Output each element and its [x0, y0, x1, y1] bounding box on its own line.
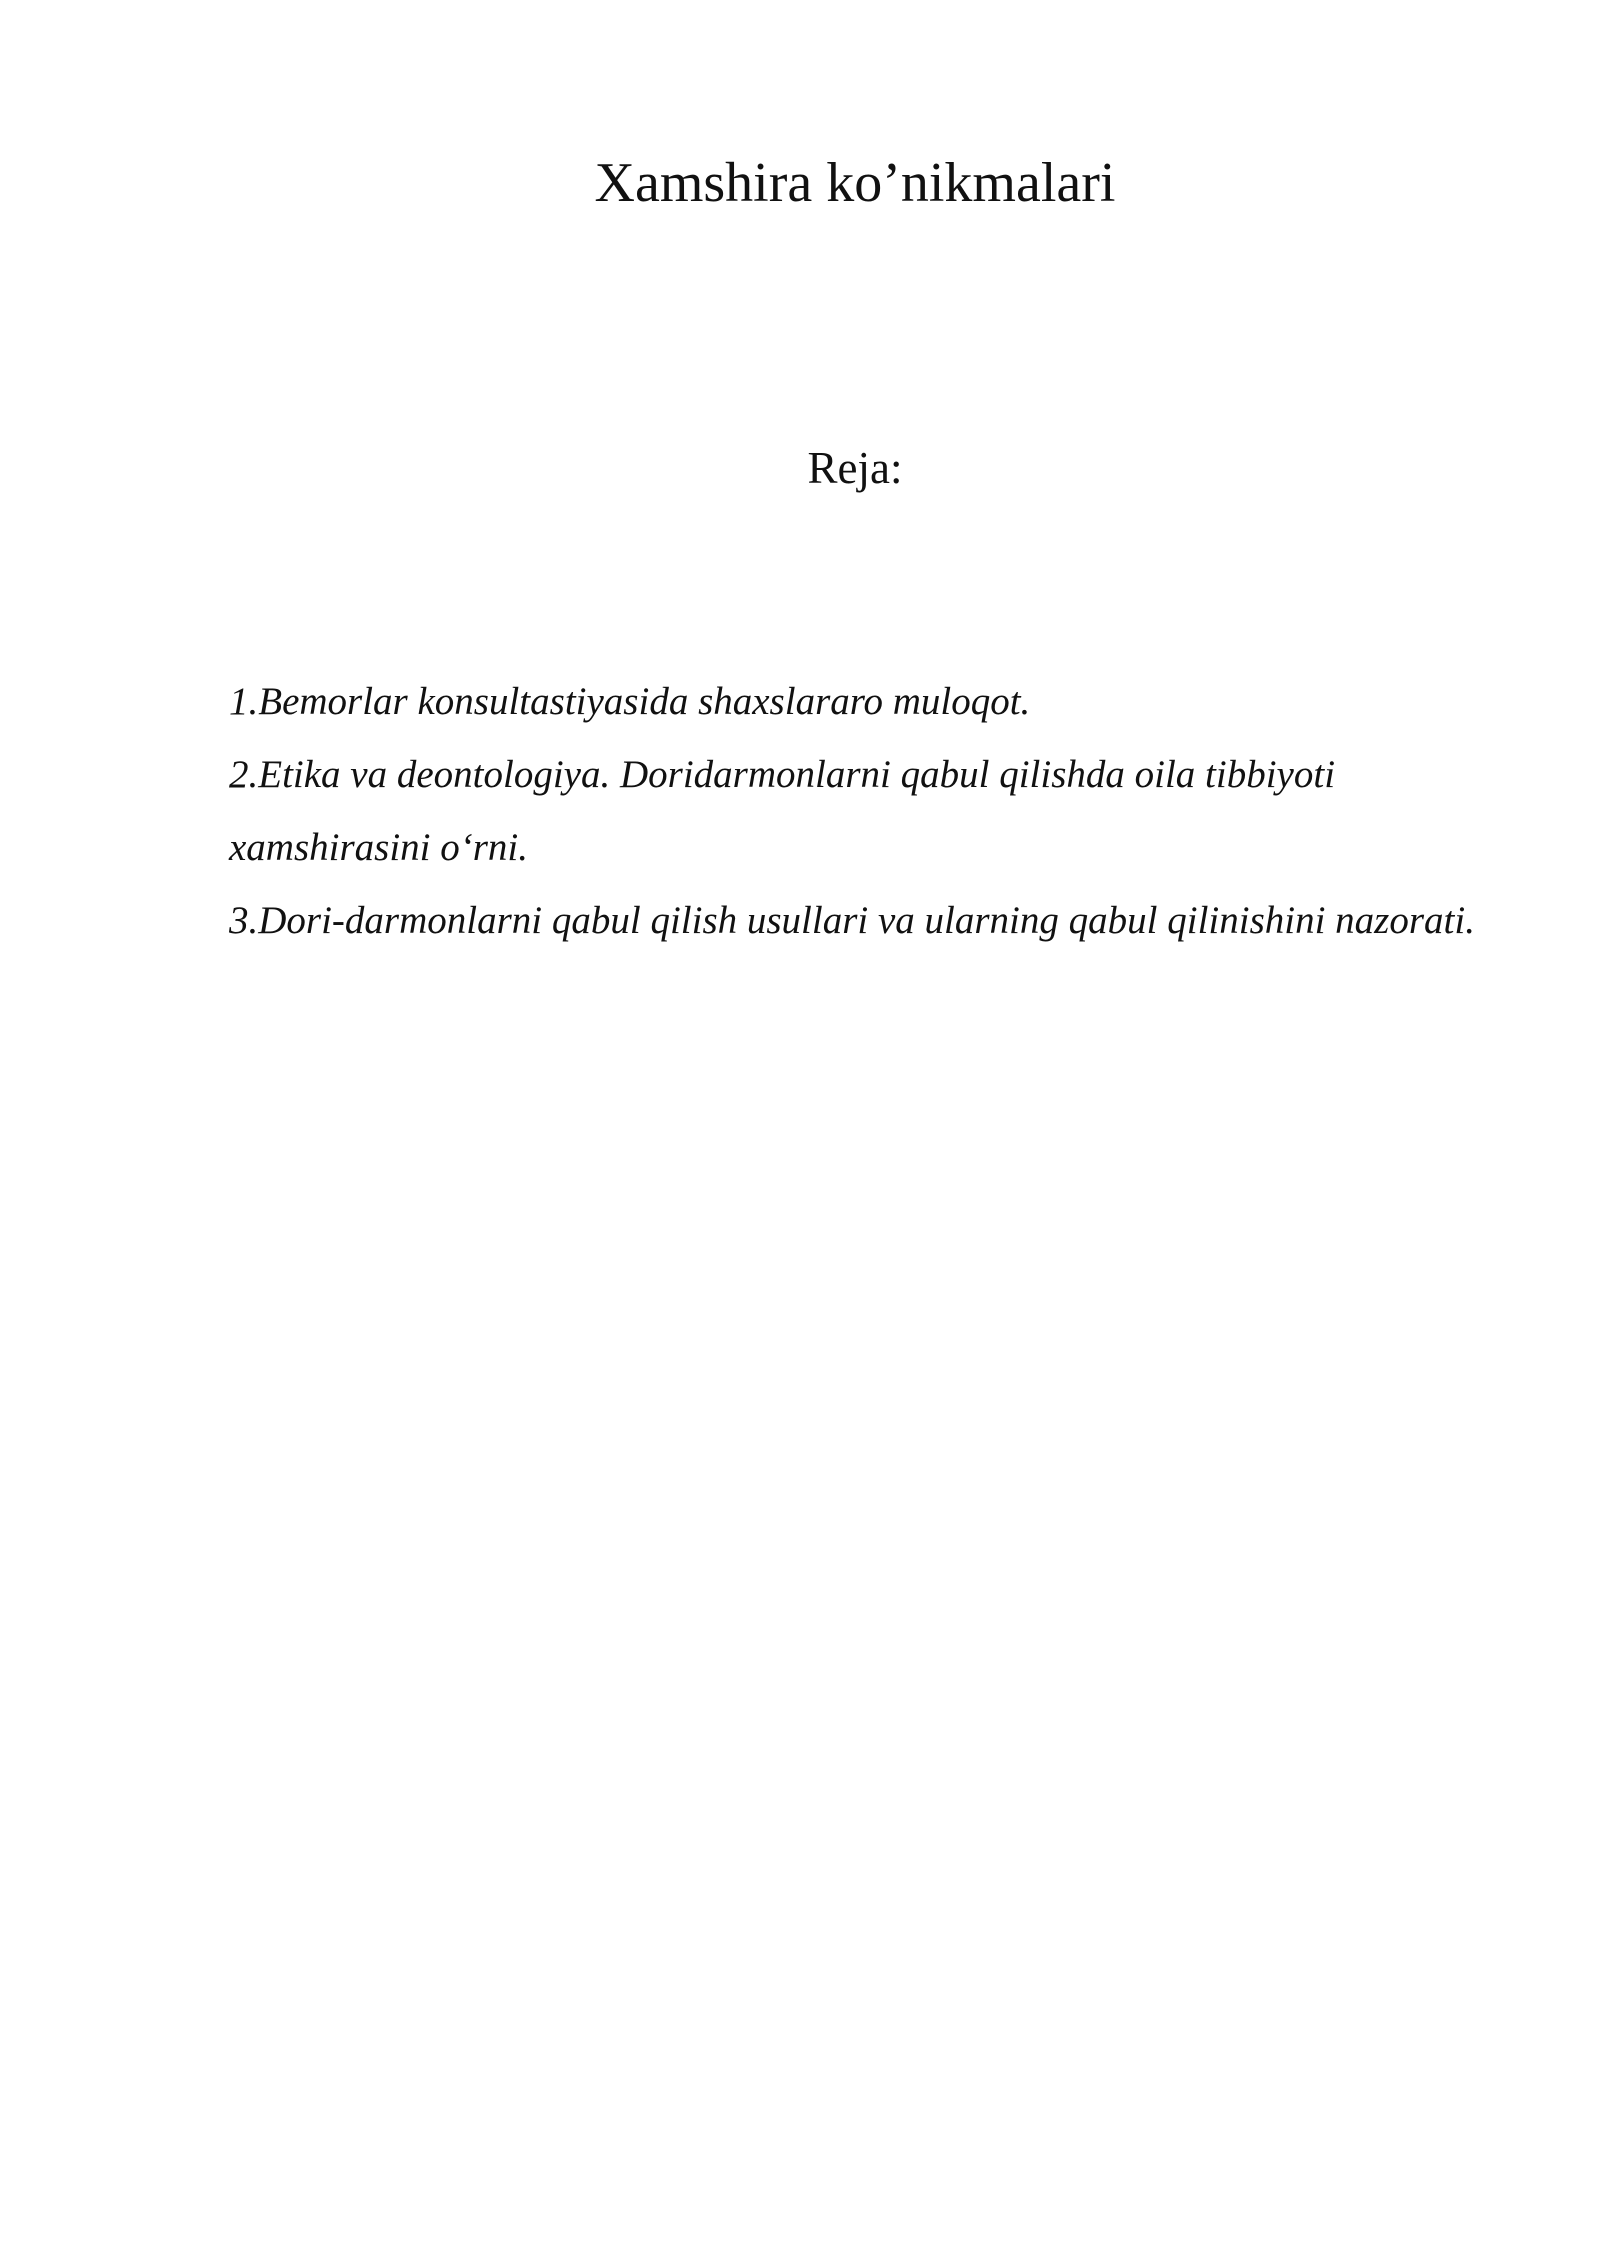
plan-list — [229, 665, 1539, 957]
plan-item-2: 2.Etika va deontologiya. Doridarmonlarni qabul qilishda oila tibbiyoti xamshirasini o‘rni. — [229, 753, 1336, 869]
plan-item-1: 1.Bemorlar konsultastiyasida shaxslararo muloqot. — [229, 680, 1031, 723]
plan-item-3: 3.Dori-darmonlarni qabul qilish usullari va ularning qabul qilinishini nazorati. — [229, 899, 1475, 942]
plan-heading: Reja: — [807, 443, 903, 493]
document-title: Xamshira ko’nikmalari — [594, 152, 1116, 214]
